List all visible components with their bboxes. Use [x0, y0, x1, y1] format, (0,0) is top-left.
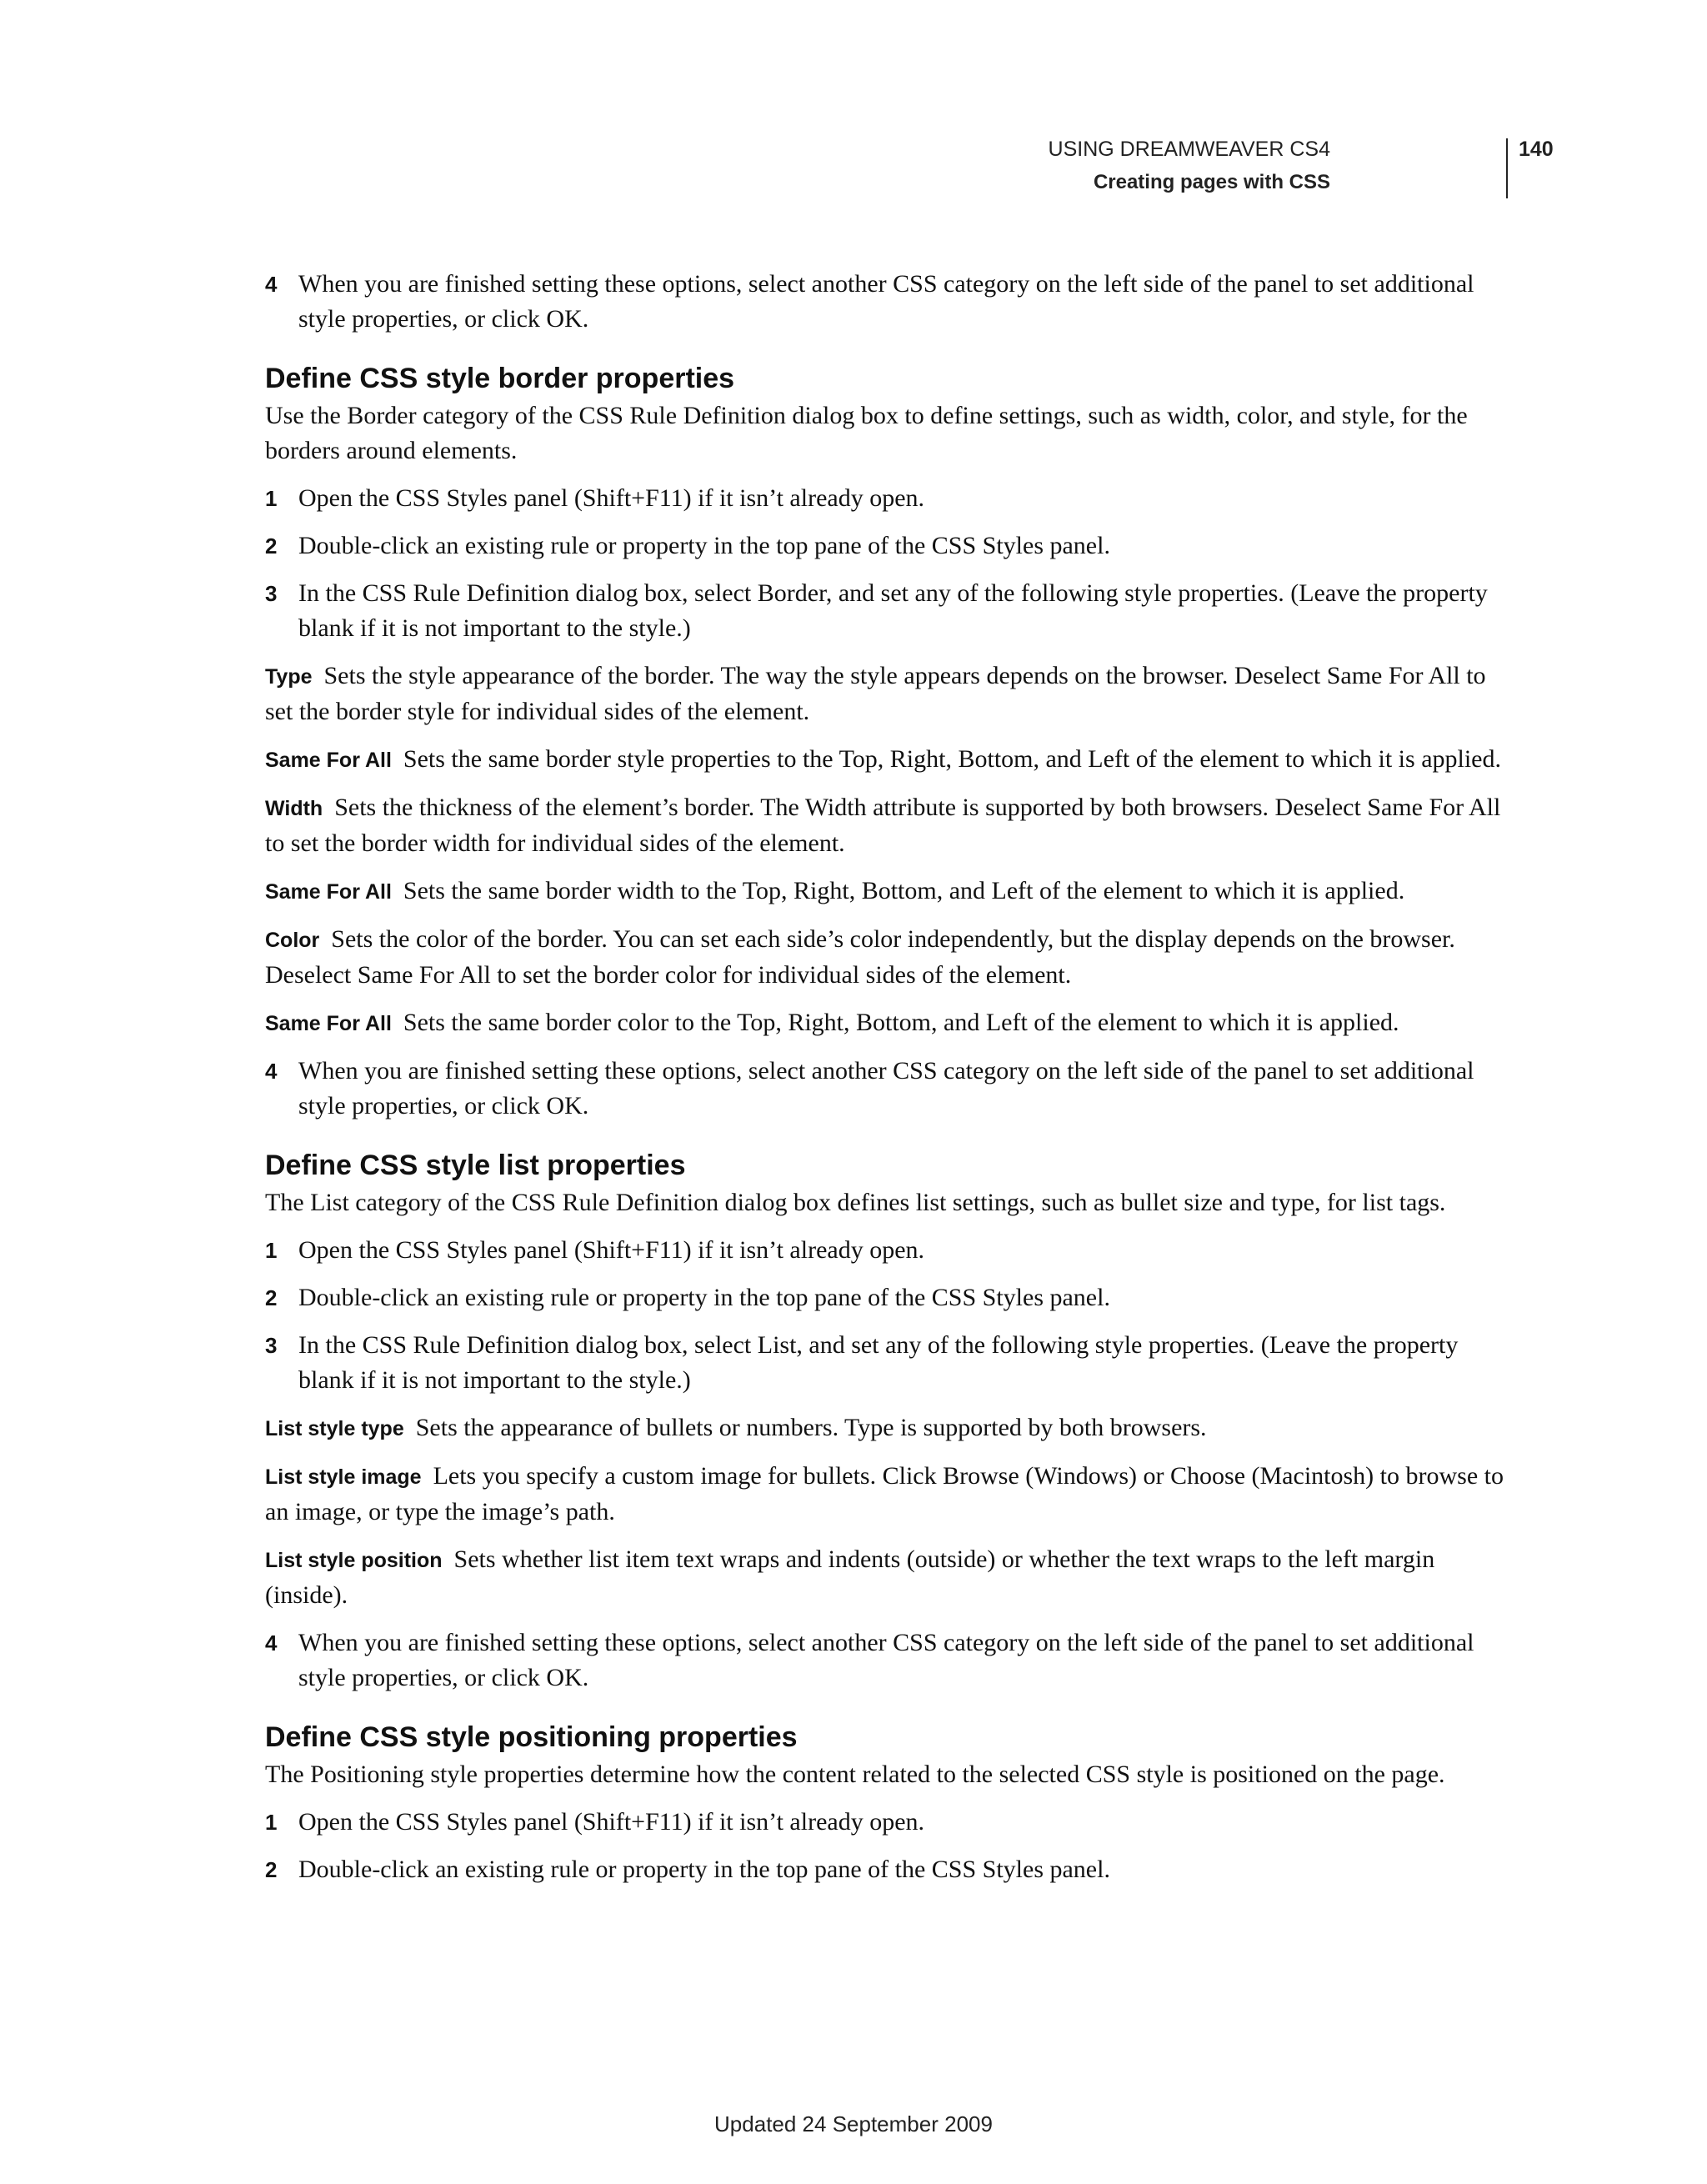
definition-item: [265, 1459, 1515, 1530]
step-text: When you are finished setting these options, select another CSS category on the left side of the panel to set additional style properties, or click OK.: [298, 270, 1474, 333]
step-text: In the CSS Rule Definition dialog box, select Border, and set any of the following style properties. (Leave the property blank if it is not important to the style.): [298, 579, 1488, 642]
section-intro: Use the Border category of the CSS Rule Definition dialog box to define settings, such as width, color, and style, for the borders around elements.: [265, 402, 1468, 464]
chapter-title: Creating pages with CSS: [1093, 171, 1330, 193]
definition-text: Sets whether list item text wraps and indents (outside) or whether the text wraps to the left margin (inside).: [265, 1545, 1435, 1609]
definition-item: [265, 874, 1515, 909]
step-text: Open the CSS Styles panel (Shift+F11) if it isn’t already open.: [298, 1236, 925, 1264]
definition-text: Lets you specify a custom image for bullets. Click Browse (Windows) or Choose (Macintosh) to browse to an image, or type the image’s path.: [265, 1462, 1504, 1525]
step-number: 1: [265, 486, 278, 511]
step-number: 4: [265, 1059, 278, 1084]
definition-item: [265, 1005, 1515, 1041]
definition-item: [265, 659, 1515, 729]
step-text: When you are finished setting these options, select another CSS category on the left side of the panel to set additional style properties, or click OK.: [298, 1629, 1474, 1691]
page-content: [265, 267, 1515, 1900]
definition-term: List style type: [265, 1417, 404, 1440]
definition-text: Sets the appearance of bullets or numbers. Type is supported by both browsers.: [415, 1414, 1207, 1441]
step-item: [265, 1328, 1515, 1398]
definition-term: Same For All: [265, 880, 392, 904]
step-item: [265, 267, 1515, 337]
step-item: [265, 1233, 1515, 1268]
definition-item: [265, 922, 1515, 993]
step-number: 2: [265, 533, 278, 559]
section-heading-border: Define CSS style border properties: [265, 363, 735, 394]
step-item: [265, 1054, 1515, 1124]
definition-text: Sets the style appearance of the border. The way the style appears depends on the browser. Deselect Same For All to set the border style for individual sides of the element.: [265, 662, 1486, 725]
section-intro: The List category of the CSS Rule Definition dialog box defines list settings, such as bullet size and type, for list tags.: [265, 1189, 1446, 1216]
definition-term: Width: [265, 797, 323, 820]
step-number: 1: [265, 1810, 278, 1835]
step-text: Double-click an existing rule or property in the top pane of the CSS Styles panel.: [298, 1856, 1110, 1883]
definition-term: List style position: [265, 1549, 443, 1572]
definition-term: Same For All: [265, 1012, 392, 1035]
step-text: Open the CSS Styles panel (Shift+F11) if it isn’t already open.: [298, 1808, 925, 1836]
definition-text: Sets the same border width to the Top, Right, Bottom, and Left of the element to which it is applied.: [403, 877, 1405, 904]
page-number: 140: [1519, 138, 1554, 161]
step-number: 3: [265, 581, 278, 606]
definition-item: [265, 742, 1515, 778]
definition-term: Type: [265, 665, 313, 689]
definition-item: [265, 1410, 1515, 1446]
step-item: [265, 1280, 1515, 1315]
definition-term: Same For All: [265, 749, 392, 772]
step-number: 2: [265, 1285, 278, 1310]
step-text: When you are finished setting these options, select another CSS category on the left side of the panel to set additional style properties, or click OK.: [298, 1057, 1474, 1120]
definition-text: Sets the thickness of the element’s border. The Width attribute is supported by both browsers. Deselect Same For All to set the border width for individual sides of the element.: [265, 794, 1501, 857]
step-number: 4: [265, 272, 278, 297]
step-text: Double-click an existing rule or property in the top pane of the CSS Styles panel.: [298, 1284, 1110, 1311]
step-item: [265, 1625, 1515, 1696]
step-item: [265, 1805, 1515, 1840]
definition-item: [265, 1542, 1515, 1613]
definition-text: Sets the same border color to the Top, Right, Bottom, and Left of the element to which it is applied.: [403, 1009, 1399, 1036]
header-divider: [1506, 138, 1508, 198]
section-heading-list: Define CSS style list properties: [265, 1150, 686, 1181]
definition-term: List style image: [265, 1465, 422, 1489]
step-item: [265, 1852, 1515, 1887]
definition-text: Sets the same border style properties to the Top, Right, Bottom, and Left of the element to which it is applied.: [403, 745, 1501, 773]
step-text: Open the CSS Styles panel (Shift+F11) if it isn’t already open.: [298, 484, 925, 512]
step-text: In the CSS Rule Definition dialog box, select List, and set any of the following style properties. (Leave the property blank if it is not important to the style.): [298, 1331, 1459, 1394]
step-number: 4: [265, 1630, 278, 1656]
definition-text: Sets the color of the border. You can set each side’s color independently, but the display depends on the browser. Deselect Same For All to set the border color for individual sides of the element.: [265, 925, 1455, 989]
step-number: 2: [265, 1857, 278, 1882]
definition-term: Color: [265, 929, 320, 952]
step-number: 3: [265, 1333, 278, 1358]
section-intro: The Positioning style properties determine how the content related to the selected CSS style is positioned on the page.: [265, 1761, 1445, 1788]
definition-item: [265, 790, 1515, 861]
step-item: [265, 528, 1515, 564]
step-item: [265, 576, 1515, 646]
page-footer: Updated 24 September 2009: [714, 2111, 993, 2136]
step-number: 1: [265, 1238, 278, 1263]
step-item: [265, 481, 1515, 516]
book-title: USING DREAMWEAVER CS4: [1048, 138, 1330, 161]
section-heading-positioning: Define CSS style positioning properties: [265, 1721, 798, 1753]
step-text: Double-click an existing rule or property in the top pane of the CSS Styles panel.: [298, 532, 1110, 559]
